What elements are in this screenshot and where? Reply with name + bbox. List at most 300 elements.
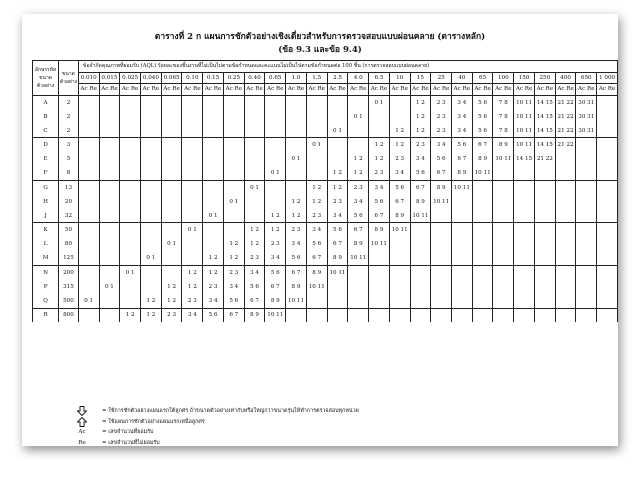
ac-re-cell: 1 2 <box>369 138 390 152</box>
ac-re-cell <box>141 195 162 209</box>
ac-re-cell <box>555 237 576 251</box>
ac-re-cell <box>78 180 99 194</box>
ac-re-cell <box>120 223 141 237</box>
table-subtitle: (ข้อ 9.3 และข้อ 9.4) <box>278 45 362 55</box>
table-row <box>33 308 618 322</box>
ac-re-cell: 10 11 <box>369 237 390 251</box>
ac-re-cell <box>141 152 162 166</box>
ac-re-cell <box>389 237 410 251</box>
ac-re-cell <box>452 209 473 223</box>
code-letter: M <box>33 251 59 265</box>
ac-re-cell: 8 9 <box>410 195 431 209</box>
ac-re-cell <box>182 180 203 194</box>
sample-size: 800 <box>59 308 79 322</box>
ac-re-cell <box>493 266 514 280</box>
ac-re-cell: 5 6 <box>431 152 452 166</box>
ac-re-cell <box>265 124 286 138</box>
table-row <box>33 109 618 123</box>
table-row <box>33 152 618 166</box>
code-letter: G <box>33 180 59 194</box>
ac-re-cell: 6 7 <box>472 138 493 152</box>
sample-size-header: ขนาดตัวอย่าง <box>59 61 79 96</box>
ac-re-cell: 10 11 <box>348 251 369 265</box>
ac-re-cell <box>534 308 555 322</box>
ac-re-cell: 5 6 <box>286 251 307 265</box>
aql-value: 15 <box>410 72 431 84</box>
ac-re-cell <box>597 124 618 138</box>
ac-re-cell <box>203 166 224 180</box>
ac-re-cell <box>161 152 182 166</box>
table-row <box>33 237 618 251</box>
ac-re-cell <box>327 138 348 152</box>
ac-re-cell: 5 6 <box>348 209 369 223</box>
ac-re-label: Ac Re <box>348 84 369 96</box>
ac-re-cell <box>78 138 99 152</box>
ac-re-cell: 0 1 <box>141 251 162 265</box>
ac-re-cell: 0 1 <box>182 223 203 237</box>
ac-re-cell <box>369 124 390 138</box>
aql-value: 250 <box>534 72 555 84</box>
ac-re-cell: 6 7 <box>223 308 244 322</box>
ac-re-cell <box>120 138 141 152</box>
ac-re-cell: 10 11 <box>265 308 286 322</box>
ac-re-cell <box>203 95 224 109</box>
ac-re-cell <box>265 138 286 152</box>
ac-re-cell <box>182 152 203 166</box>
ac-re-cell: 2 3 <box>265 237 286 251</box>
ac-re-cell <box>431 266 452 280</box>
ac-re-cell <box>597 166 618 180</box>
ac-re-cell <box>431 308 452 322</box>
ac-re-cell: 2 3 <box>410 138 431 152</box>
aql-value: 6.5 <box>369 72 390 84</box>
sample-size: 200 <box>59 266 79 280</box>
ac-re-cell: 3 4 <box>286 237 307 251</box>
ac-re-cell <box>99 308 120 322</box>
ac-re-cell: 1 2 <box>223 237 244 251</box>
aql-value: 10 <box>389 72 410 84</box>
ac-re-cell <box>120 109 141 123</box>
aql-value: 0.40 <box>244 72 265 84</box>
table-row <box>33 138 618 152</box>
ac-re-cell <box>534 209 555 223</box>
ac-re-cell: 5 6 <box>306 237 327 251</box>
ac-re-cell: 1 2 <box>327 166 348 180</box>
ac-re-cell <box>78 308 99 322</box>
ac-re-cell <box>555 152 576 166</box>
ac-re-cell <box>244 124 265 138</box>
ac-re-cell: 5 6 <box>452 138 473 152</box>
ac-re-cell: 1 2 <box>286 209 307 223</box>
ac-re-cell <box>431 280 452 294</box>
sample-size: 3 <box>59 138 79 152</box>
ac-re-cell <box>472 294 493 308</box>
ac-re-cell <box>141 109 162 123</box>
ac-re-cell <box>223 152 244 166</box>
table-row <box>33 95 618 109</box>
ac-re-cell <box>141 280 162 294</box>
code-letter: E <box>33 152 59 166</box>
ac-re-cell: 6 7 <box>410 180 431 194</box>
ac-re-cell <box>452 266 473 280</box>
ac-re-cell <box>576 209 597 223</box>
table-title: ตารางที่ 2 ก แผนการชักตัวอย่างเชิงเดี่ยวสำหรับการตรวจสอบแบบผ่อนคลาย (ตารางหลัก) <box>154 32 486 42</box>
ac-re-cell: 7 8 <box>493 95 514 109</box>
ac-re-cell <box>597 251 618 265</box>
ac-re-cell: 6 7 <box>286 266 307 280</box>
ac-re-cell <box>99 138 120 152</box>
ac-re-label: Ac Re <box>431 84 452 96</box>
table-row <box>33 209 618 223</box>
ac-re-cell: 3 4 <box>327 209 348 223</box>
ac-re-cell: 3 4 <box>223 280 244 294</box>
ac-re-cell <box>452 294 473 308</box>
ac-re-cell: 30 31 <box>576 124 597 138</box>
ac-re-cell: 1 2 <box>244 223 265 237</box>
ac-re-cell: 5 6 <box>244 280 265 294</box>
ac-re-label: Ac Re <box>410 84 431 96</box>
ac-re-cell <box>369 109 390 123</box>
ac-re-cell <box>431 237 452 251</box>
ac-re-cell <box>348 266 369 280</box>
legend-item <box>62 417 205 427</box>
ac-re-cell <box>265 95 286 109</box>
ac-re-cell: 1 2 <box>348 166 369 180</box>
code-letter: F <box>33 166 59 180</box>
ac-re-cell <box>286 95 307 109</box>
ac-re-cell <box>78 95 99 109</box>
ac-re-cell <box>286 166 307 180</box>
ac-re-cell <box>493 294 514 308</box>
code-letter: C <box>33 124 59 138</box>
ac-re-cell <box>182 109 203 123</box>
ac-re-cell: 5 6 <box>223 294 244 308</box>
ac-re-cell: 6 7 <box>431 166 452 180</box>
ac-re-label: Ac Re <box>514 84 535 96</box>
legend-symbol: Ac <box>78 429 86 435</box>
ac-re-cell: 8 9 <box>244 308 265 322</box>
ac-re-cell <box>203 237 224 251</box>
aql-value: 1.5 <box>306 72 327 84</box>
ac-re-cell <box>203 138 224 152</box>
ac-re-cell <box>369 280 390 294</box>
ac-re-cell: 1 2 <box>244 237 265 251</box>
ac-re-cell: 8 9 <box>327 251 348 265</box>
legend-item <box>62 428 153 436</box>
ac-re-cell <box>306 166 327 180</box>
ac-re-cell <box>493 166 514 180</box>
ac-re-cell <box>576 166 597 180</box>
ac-re-cell <box>576 138 597 152</box>
ac-re-cell <box>514 180 535 194</box>
aql-value: 2.5 <box>327 72 348 84</box>
ac-re-cell <box>410 308 431 322</box>
aql-value: 100 <box>493 72 514 84</box>
ac-re-cell: 1 2 <box>306 180 327 194</box>
ac-re-cell <box>555 280 576 294</box>
ac-re-cell <box>348 95 369 109</box>
ac-re-cell <box>141 237 162 251</box>
ac-re-cell <box>431 294 452 308</box>
ac-re-cell <box>203 180 224 194</box>
ac-re-cell: 3 4 <box>348 195 369 209</box>
ac-re-cell <box>514 195 535 209</box>
ac-re-cell: 6 7 <box>306 251 327 265</box>
ac-re-cell: 0 1 <box>161 237 182 251</box>
ac-re-cell <box>141 138 162 152</box>
ac-re-cell <box>99 195 120 209</box>
ac-re-cell: 2 3 <box>431 124 452 138</box>
ac-re-cell <box>265 109 286 123</box>
ac-re-cell: 0 1 <box>327 124 348 138</box>
ac-re-cell: 21 22 <box>534 152 555 166</box>
ac-re-cell <box>410 294 431 308</box>
ac-re-cell: 5 6 <box>265 266 286 280</box>
ac-re-cell <box>327 308 348 322</box>
ac-re-cell: 1 2 <box>161 280 182 294</box>
ac-re-cell <box>389 280 410 294</box>
ac-re-cell: 3 4 <box>389 166 410 180</box>
ac-re-cell: 10 11 <box>327 266 348 280</box>
ac-re-cell <box>597 209 618 223</box>
ac-re-cell <box>389 294 410 308</box>
ac-re-cell <box>203 223 224 237</box>
ac-re-cell <box>120 209 141 223</box>
ac-re-cell <box>306 95 327 109</box>
ac-re-cell <box>244 209 265 223</box>
sample-size: 2 <box>59 109 79 123</box>
ac-re-cell <box>493 195 514 209</box>
table-row <box>33 223 618 237</box>
up-arrow-icon <box>62 417 102 427</box>
ac-re-cell <box>78 124 99 138</box>
ac-re-label: Ac Re <box>120 84 141 96</box>
ac-re-cell: 0 1 <box>244 180 265 194</box>
ac-re-label: Ac Re <box>472 84 493 96</box>
ac-re-label: Ac Re <box>555 84 576 96</box>
ac-re-cell <box>348 124 369 138</box>
ac-re-cell: 2 3 <box>286 223 307 237</box>
ac-re-cell <box>431 209 452 223</box>
ac-re-cell <box>327 280 348 294</box>
ac-re-cell <box>78 266 99 280</box>
ac-re-cell <box>348 294 369 308</box>
ac-re-cell: 1 2 <box>348 152 369 166</box>
aql-value: 400 <box>555 72 576 84</box>
ac-re-cell: 8 9 <box>472 152 493 166</box>
ac-re-cell <box>369 251 390 265</box>
ac-re-cell: 6 7 <box>452 152 473 166</box>
ac-re-cell <box>410 251 431 265</box>
ac-re-cell <box>534 180 555 194</box>
code-letter: A <box>33 95 59 109</box>
aql-value: 0.040 <box>141 72 162 84</box>
ac-re-cell: 10 11 <box>472 166 493 180</box>
ac-re-cell: 1 2 <box>141 308 162 322</box>
sampling-table <box>32 60 618 322</box>
ac-re-cell: 1 2 <box>410 109 431 123</box>
code-letter: J <box>33 209 59 223</box>
ac-re-cell: 6 7 <box>244 294 265 308</box>
sample-size: 5 <box>59 152 79 166</box>
ac-re-cell <box>493 237 514 251</box>
sample-size: 2 <box>59 124 79 138</box>
ac-re-cell <box>161 109 182 123</box>
table-row <box>33 166 618 180</box>
ac-re-cell: 14 15 <box>534 138 555 152</box>
ac-re-cell: 6 7 <box>327 237 348 251</box>
ac-re-cell: 14 15 <box>514 152 535 166</box>
ac-re-cell: 10 11 <box>493 152 514 166</box>
ac-re-cell <box>534 237 555 251</box>
ac-re-cell <box>555 209 576 223</box>
ac-re-cell <box>99 266 120 280</box>
ac-re-cell <box>534 266 555 280</box>
ac-re-cell: 3 4 <box>452 124 473 138</box>
ac-re-cell <box>327 95 348 109</box>
ac-re-cell <box>120 251 141 265</box>
ac-re-cell <box>161 266 182 280</box>
ac-re-cell <box>223 109 244 123</box>
ac-re-cell <box>99 251 120 265</box>
ac-re-cell <box>410 266 431 280</box>
ac-re-cell <box>78 237 99 251</box>
ac-re-cell: 5 6 <box>203 308 224 322</box>
ac-re-cell <box>141 266 162 280</box>
ac-re-cell <box>431 251 452 265</box>
legend-text: = ใช้แผนการชักตัวอย่างแผนแรกเหนือลูกศร <box>102 419 205 425</box>
ac-re-cell <box>472 237 493 251</box>
ac-re-cell: 1 2 <box>327 180 348 194</box>
code-letter: L <box>33 237 59 251</box>
ac-re-cell <box>286 124 307 138</box>
ac-re-label: Ac Re <box>576 84 597 96</box>
ac-re-cell <box>597 237 618 251</box>
table-row <box>33 294 618 308</box>
ac-re-cell: 5 6 <box>472 95 493 109</box>
ac-re-cell: 2 3 <box>203 280 224 294</box>
ac-re-cell: 1 2 <box>182 280 203 294</box>
ac-re-cell <box>182 251 203 265</box>
ac-re-cell: 7 8 <box>493 124 514 138</box>
ac-re-label: Ac Re <box>265 84 286 96</box>
down-arrow-icon <box>62 406 102 416</box>
ac-re-cell <box>99 152 120 166</box>
ac-re-cell <box>493 180 514 194</box>
ac-re-cell: 8 9 <box>265 294 286 308</box>
ac-re-cell <box>223 124 244 138</box>
ac-re-cell <box>514 237 535 251</box>
ac-re-cell <box>306 152 327 166</box>
aql-value: 150 <box>514 72 535 84</box>
ac-re-cell <box>493 280 514 294</box>
ac-re-cell <box>327 109 348 123</box>
ac-re-cell: 1 2 <box>120 308 141 322</box>
ac-re-cell <box>369 308 390 322</box>
ac-re-cell <box>120 166 141 180</box>
ac-re-cell <box>244 166 265 180</box>
ac-re-cell: 0 1 <box>78 294 99 308</box>
table-row <box>33 195 618 209</box>
ac-re-cell <box>534 166 555 180</box>
legend-text: = ใช้การชักตัวอย่างแผนแรกใต้ลูกศร ถ้าขนาดตัวอย่างเท่ากับหรือใหญ่กว่าขนาดรุ่นให้ทำการตรวจสอบทุกหน่วย <box>102 408 359 414</box>
ac-re-cell <box>576 237 597 251</box>
ac-re-cell <box>120 195 141 209</box>
aql-value: 1.0 <box>286 72 307 84</box>
ac-re-cell: 8 9 <box>348 237 369 251</box>
ac-re-cell: 3 4 <box>452 109 473 123</box>
ac-re-cell <box>203 124 224 138</box>
ac-re-cell <box>99 294 120 308</box>
ac-re-cell <box>99 166 120 180</box>
sample-size: 2 <box>59 95 79 109</box>
ac-re-cell <box>514 280 535 294</box>
ac-re-cell <box>389 95 410 109</box>
ac-re-cell <box>78 109 99 123</box>
ac-re-cell <box>306 294 327 308</box>
ac-re-cell <box>389 266 410 280</box>
ac-re-cell: 1 2 <box>389 124 410 138</box>
ac-re-cell <box>597 138 618 152</box>
aql-value: 4.0 <box>348 72 369 84</box>
ac-re-cell <box>265 152 286 166</box>
ac-re-cell: 10 11 <box>514 124 535 138</box>
aql-value: 25 <box>431 72 452 84</box>
ac-re-cell: 0 1 <box>348 109 369 123</box>
ac-re-label: Ac Re <box>369 84 390 96</box>
ac-re-cell: 3 4 <box>452 95 473 109</box>
ac-re-label: Ac Re <box>244 84 265 96</box>
aql-value: 1 000 <box>597 72 618 84</box>
ac-re-cell <box>286 308 307 322</box>
ac-re-cell <box>120 95 141 109</box>
ac-re-cell: 1 2 <box>182 266 203 280</box>
sample-size: 13 <box>59 180 79 194</box>
ac-re-cell <box>576 152 597 166</box>
ac-re-label: Ac Re <box>182 84 203 96</box>
ac-re-cell <box>576 266 597 280</box>
ac-re-label: Ac Re <box>161 84 182 96</box>
ac-re-cell <box>327 294 348 308</box>
ac-re-cell <box>244 109 265 123</box>
ac-re-cell <box>244 138 265 152</box>
ac-re-cell <box>286 138 307 152</box>
ac-re-label: Ac Re <box>389 84 410 96</box>
ac-re-cell: 21 22 <box>555 138 576 152</box>
ac-re-cell: 0 1 <box>203 209 224 223</box>
sample-size: 8 <box>59 166 79 180</box>
code-letter: D <box>33 138 59 152</box>
ac-re-label: Ac Re <box>141 84 162 96</box>
ac-re-cell <box>78 280 99 294</box>
ac-re-cell <box>472 209 493 223</box>
ac-re-cell <box>223 209 244 223</box>
ac-re-cell: 0 1 <box>369 95 390 109</box>
sample-size: 500 <box>59 294 79 308</box>
document-page <box>22 14 618 446</box>
ac-re-cell <box>514 223 535 237</box>
ac-re-cell <box>78 223 99 237</box>
ac-re-cell <box>555 266 576 280</box>
ac-re-cell <box>410 280 431 294</box>
ac-re-cell <box>348 308 369 322</box>
table-row <box>33 280 618 294</box>
ac-re-cell <box>514 251 535 265</box>
ac-re-cell <box>493 223 514 237</box>
ac-re-cell <box>223 223 244 237</box>
ac-re-cell: 2 3 <box>182 294 203 308</box>
ac-re-cell <box>452 280 473 294</box>
